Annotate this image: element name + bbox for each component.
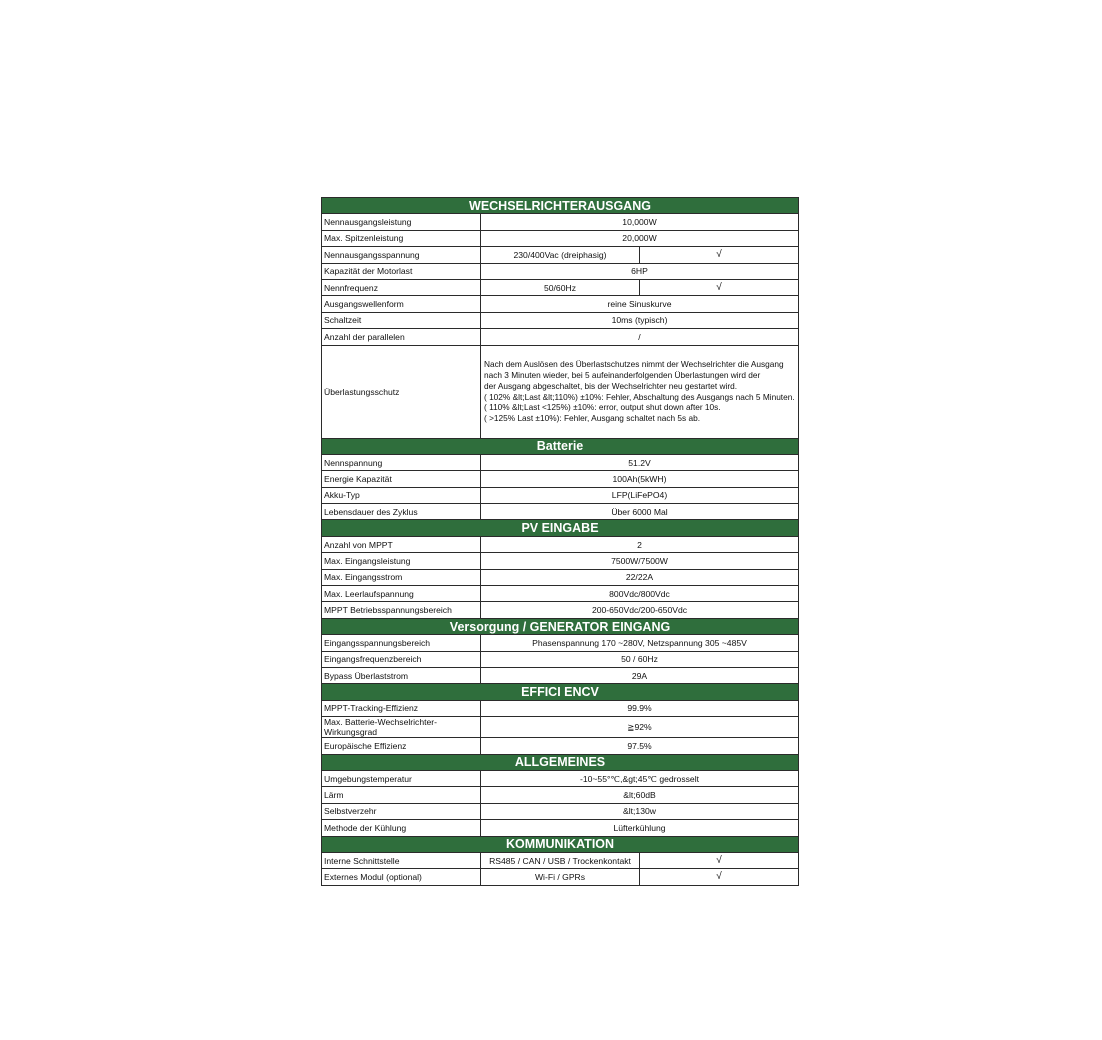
spec-value: Nach dem Auslösen des Überlastschutzes nimmt der Wechselrichter die Ausgang nach 3 Minuten wieder, bei 5 aufeinanderfolgenden Überlastungen wird der der Ausgang abgeschaltet, bis der Wechselrichter neu gestartet wird. ( 102% &lt;Last &lt;110%) ±10%: Fehler, Abschaltung des Ausgangs nach 5 Minuten. ( 110% &lt;Last <125%) ±10%: error, output shut down after 10s. ( >125% Last ±10%): Fehler, Ausgang schaltet nach 5s ab. (481, 345, 799, 438)
section-title: ALLGEMEINES (322, 754, 799, 770)
spec-row (322, 738, 799, 754)
spec-row (322, 602, 799, 618)
spec-label: Kapazität der Motorlast (322, 263, 481, 279)
spec-label: Lebensdauer des Zyklus (322, 504, 481, 520)
spec-value: 800Vdc/800Vdc (481, 586, 799, 602)
spec-label: Energie Kapazität (322, 471, 481, 487)
spec-label: Max. Batterie-Wechselrichter-Wirkungsgrad (322, 717, 481, 738)
spec-value: reine Sinuskurve (481, 296, 799, 312)
spec-value: LFP(LiFePO4) (481, 487, 799, 503)
spec-row (322, 296, 799, 312)
spec-value: RS485 / CAN / USB / Trockenkontakt (481, 852, 640, 868)
spec-row (322, 770, 799, 786)
section-title: Batterie (322, 438, 799, 454)
spec-label: Anzahl von MPPT (322, 536, 481, 552)
spec-value: -10~55°℃,&gt;45℃ gedrosselt (481, 770, 799, 786)
section-header-row (322, 438, 799, 454)
spec-label: Nennausgangsspannung (322, 247, 481, 263)
section-title: WECHSELRICHTERAUSGANG (322, 198, 799, 214)
spec-value: Phasenspannung 170 ~280V, Netzspannung 305 ~485V (481, 635, 799, 651)
spec-value: 200-650Vdc/200-650Vdc (481, 602, 799, 618)
spec-label: Methode der Kühlung (322, 820, 481, 836)
spec-row (322, 787, 799, 803)
section-header-row (322, 836, 799, 852)
spec-row (322, 487, 799, 503)
spec-value: ≧92% (481, 717, 799, 738)
spec-row (322, 586, 799, 602)
spec-label: Ausgangswellenform (322, 296, 481, 312)
spec-value: &lt;130w (481, 803, 799, 819)
spec-label: Nennausgangsleistung (322, 214, 481, 230)
spec-row (322, 279, 799, 295)
spec-label: Nennspannung (322, 454, 481, 470)
spec-row (322, 803, 799, 819)
spec-row (322, 569, 799, 585)
spec-label: Nennfrequenz (322, 279, 481, 295)
spec-value: 22/22A (481, 569, 799, 585)
spec-row (322, 471, 799, 487)
spec-label: Externes Modul (optional) (322, 869, 481, 885)
spec-value: 20,000W (481, 230, 799, 246)
check-mark: √ (640, 852, 799, 868)
check-mark: √ (640, 869, 799, 885)
spec-row (322, 230, 799, 246)
spec-row (322, 504, 799, 520)
spec-label: Max. Spitzenleistung (322, 230, 481, 246)
spec-value: Über 6000 Mal (481, 504, 799, 520)
spec-value: / (481, 329, 799, 345)
spec-label: MPPT-Tracking-Effizienz (322, 700, 481, 716)
spec-row (322, 869, 799, 885)
spec-label: Lärm (322, 787, 481, 803)
spec-row (322, 247, 799, 263)
spec-row (322, 214, 799, 230)
spec-label: Max. Leerlaufspannung (322, 586, 481, 602)
spec-value: 10,000W (481, 214, 799, 230)
spec-value: 29A (481, 667, 799, 683)
spec-label: Bypass Überlaststrom (322, 667, 481, 683)
spec-row (322, 635, 799, 651)
spec-row (322, 667, 799, 683)
spec-row (322, 454, 799, 470)
spec-value: Lüfterkühlung (481, 820, 799, 836)
spec-value: 10ms (typisch) (481, 312, 799, 328)
spec-label: Interne Schnittstelle (322, 852, 481, 868)
spec-label: Überlastungsschutz (322, 345, 481, 438)
spec-row (322, 263, 799, 279)
spec-row (322, 820, 799, 836)
spec-value: 6HP (481, 263, 799, 279)
spec-value: 97.5% (481, 738, 799, 754)
check-mark: √ (640, 247, 799, 263)
spec-row (322, 329, 799, 345)
spec-value: 2 (481, 536, 799, 552)
spec-label: Selbstverzehr (322, 803, 481, 819)
spec-row (322, 852, 799, 868)
section-header-row (322, 520, 799, 536)
spec-label: Anzahl der parallelen (322, 329, 481, 345)
spec-label: Umgebungstemperatur (322, 770, 481, 786)
spec-label: Schaltzeit (322, 312, 481, 328)
spec-row (322, 312, 799, 328)
spec-table-body (322, 198, 799, 886)
spec-value: 51.2V (481, 454, 799, 470)
spec-row (322, 553, 799, 569)
section-title: Versorgung / GENERATOR EINGANG (322, 618, 799, 634)
spec-label: Akku-Typ (322, 487, 481, 503)
section-title: EFFICI ENCV (322, 684, 799, 700)
spec-label: MPPT Betriebsspannungsbereich (322, 602, 481, 618)
spec-value: 100Ah(5kWH) (481, 471, 799, 487)
section-header-row (322, 618, 799, 634)
spec-row (322, 717, 799, 738)
spec-label: Europäische Effizienz (322, 738, 481, 754)
spec-label: Eingangsspannungsbereich (322, 635, 481, 651)
section-header-row (322, 684, 799, 700)
section-header-row (322, 198, 799, 214)
spec-row (322, 700, 799, 716)
section-header-row (322, 754, 799, 770)
spec-value: 99.9% (481, 700, 799, 716)
spec-table (321, 197, 799, 886)
spec-value: 7500W/7500W (481, 553, 799, 569)
spec-row (322, 651, 799, 667)
check-mark: √ (640, 279, 799, 295)
spec-label: Max. Eingangsleistung (322, 553, 481, 569)
spec-value: 230/400Vac (dreiphasig) (481, 247, 640, 263)
spec-value: 50 / 60Hz (481, 651, 799, 667)
spec-label: Max. Eingangsstrom (322, 569, 481, 585)
section-title: KOMMUNIKATION (322, 836, 799, 852)
spec-value: Wi-Fi / GPRs (481, 869, 640, 885)
section-title: PV EINGABE (322, 520, 799, 536)
spec-value: &lt;60dB (481, 787, 799, 803)
spec-label: Eingangsfrequenzbereich (322, 651, 481, 667)
spec-value: 50/60Hz (481, 279, 640, 295)
spec-row (322, 345, 799, 438)
spec-row (322, 536, 799, 552)
